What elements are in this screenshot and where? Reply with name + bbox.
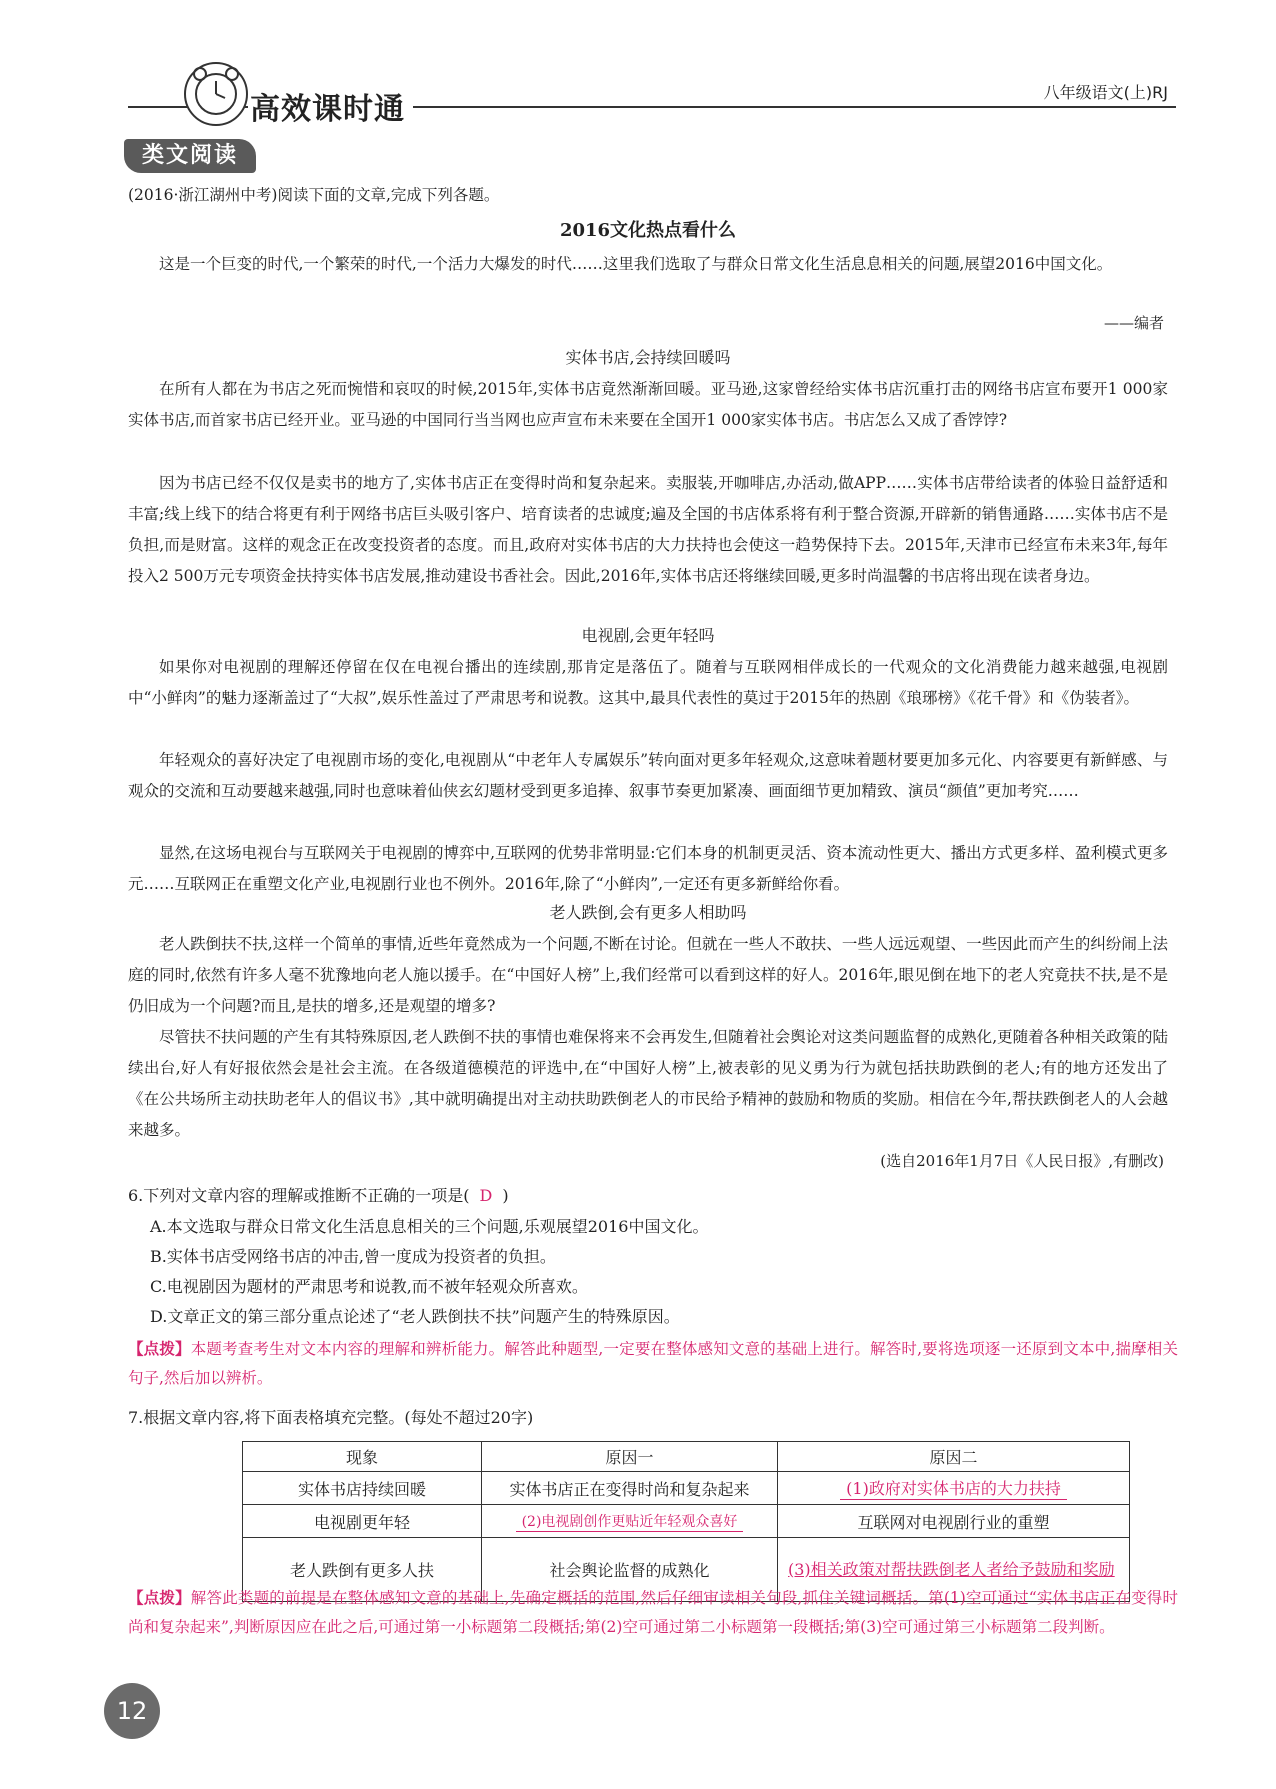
section3-paragraph2: 尽管扶不扶问题的产生有其特殊原因,老人跌倒不扶的事情也难保将来不会再发生,但随着社会舆论对这类问题监督的成熟化,更随着各种相关政策的陆续出台,好人有好报依然会是社会主流。在各级道德模范的评选中,在“中国好人榜”上,被表彰的见义勇为行为就包括扶助跌倒的老人;有的地方还发出了《在公共场所主动扶助老年人的倡议书》,其中就明确提出对主动扶助跌倒老人的市民给予精神的鼓励和物质的奖励。相信在今年,帮扶跌倒老人的人会越来越多。: [128, 1028, 1168, 1139]
table-cell: 互联网对电视剧行业的重塑: [778, 1505, 1130, 1538]
table-cell: 实体书店持续回暖: [243, 1472, 482, 1505]
section1-paragraph1: 在所有人都在为书店之死而惋惜和哀叹的时候,2015年,实体书店竟然渐渐回暖。亚马逊,这家曾经给实体书店沉重打击的网络书店宣布要开1 000家实体书店,而首家书店已经开业。亚马逊的中国同行当当网也应声宣布未来要在全国开1 000家实体书店。书店怎么又成了香饽饽?: [128, 380, 1168, 429]
question6-tip-tag: 【点拨】: [128, 1339, 191, 1358]
question6-option-a: A.本文选取与群众日常文化生活息息相关的三个问题,乐观展望2016中国文化。: [150, 1217, 709, 1236]
section2-paragraph1: 如果你对电视剧的理解还停留在仅在电视台播出的连续剧,那肯定是落伍了。随着与互联网相伴成长的一代观众的文化消费能力越来越强,电视剧中“小鲜肉”的魅力逐渐盖过了“大叔”,娱乐性盖过了严肃思考和说教。这其中,最具代表性的莫过于2015年的热剧《琅琊榜》《花千骨》和《伪装者》。: [128, 658, 1168, 707]
question6-tip-text: 本题考查考生对文本内容的理解和辨析能力。解答此种题型,一定要在整体感知文意的基础上进行。解答时,要将选项逐一还原到文本中,揣摩相关句子,然后加以辨析。: [128, 1340, 1178, 1387]
table-cell: 实体书店正在变得时尚和复杂起来: [482, 1472, 778, 1505]
question7-tip-text: 解答此类题的前提是在整体感知文意的基础上,先确定概括的范围,然后仔细审读相关句段,抓住关键词概括。第(1)空可通过“实体书店正在变得时尚和复杂起来”,判断原因应在此之后,可通过第一小标题第二段概括;第(2)空可通过第二小标题第一段概括;第(3)空可通过第三小标题第二段判断。: [128, 1589, 1178, 1636]
question6-answer: D: [479, 1186, 493, 1205]
question6-stem: [128, 1182, 1188, 1210]
table-header-phenomenon: 现象: [243, 1442, 482, 1472]
page-number-badge: 12: [104, 1683, 160, 1739]
section1-title: 实体书店,会持续回暖吗: [565, 348, 731, 367]
question6-stem-text: 6.下列对文章内容的理解或推断不正确的一项是(: [128, 1186, 470, 1205]
section3-paragraph1: 老人跌倒扶不扶,这样一个简单的事情,近些年竟然成为一个问题,不断在讨论。但就在一些人不敢扶、一些人远远观望、一些因此而产生的纠纷闹上法庭的同时,依然有许多人毫不犹豫地向老人施以援手。在“中国好人榜”上,我们经常可以看到这样的好人。2016年,眼见倒在地下的老人究竟扶不扶,是不是仍旧成为一个问题?而且,是扶的增多,还是观望的增多?: [128, 935, 1168, 1015]
table-cell-answer: [482, 1505, 778, 1538]
question6-stem-close: ): [502, 1186, 509, 1205]
section2-paragraph3: 显然,在这场电视台与互联网关于电视剧的博弈中,互联网的优势非常明显:它们本身的机制更灵活、资本流动性更大、播出方式更多样、盈利模式更多元……互联网正在重塑文化产业,电视剧行业也不例外。2016年,除了“小鲜肉”,一定还有更多新鲜给你看。: [128, 844, 1168, 893]
editor-note: ——编者: [1103, 314, 1164, 332]
intro-text: (2016·浙江湖州中考)阅读下面的文章,完成下列各题。: [128, 186, 500, 204]
question6-option-c: C.电视剧因为题材的严肃思考和说教,而不被年轻观众所喜欢。: [150, 1277, 588, 1296]
question7-stem: 7.根据文章内容,将下面表格填充完整。(每处不超过20字): [128, 1408, 534, 1427]
table-cell: 老人跌倒有更多人扶: [243, 1538, 482, 1602]
section2-paragraph2: 年轻观众的喜好决定了电视剧市场的变化,电视剧从“中老年人专属娱乐”转向面对更多年轻观众,这意味着题材要更加多元化、内容要更有新鲜感、与观众的交流和互动要越来越强,同时也意味着仙侠玄幻题材受到更多追捧、叙事节奏更加紧凑、画面细节更加精致、演员“颜值”更加考究……: [128, 751, 1168, 800]
answer-fill-2: (2)电视剧创作更贴近年轻观众喜好: [516, 1511, 744, 1532]
clock-icon: [186, 64, 246, 124]
question6-option-b: B.实体书店受网络书店的冲击,曾一度成为投资者的负担。: [150, 1247, 556, 1266]
question6-option-d: D.文章正文的第三部分重点论述了“老人跌倒扶不扶”问题产生的特殊原因。: [150, 1307, 680, 1326]
answer-table: [242, 1441, 1130, 1602]
section3-title: 老人跌倒,会有更多人相助吗: [549, 903, 747, 922]
question6-tip: [128, 1334, 1178, 1393]
section2-title: 电视剧,会更年轻吗: [581, 626, 715, 645]
brand-title: 高效课时通: [248, 84, 413, 128]
table-cell: 社会舆论监督的成熟化: [482, 1538, 778, 1602]
table-row: [243, 1472, 1130, 1505]
article-source: (选自2016年1月7日《人民日报》,有删改): [880, 1152, 1164, 1170]
answer-fill-1: (1)政府对实体书店的大力扶持: [840, 1476, 1067, 1500]
article-title: 2016文化热点看什么: [559, 220, 737, 241]
question7-tip: [128, 1583, 1178, 1642]
answer-fill-3: (3)相关政策对帮扶跌倒老人者给予鼓励和奖励: [788, 1559, 1115, 1579]
table-cell: 电视剧更年轻: [243, 1505, 482, 1538]
table-row: [243, 1505, 1130, 1538]
section-tag: 类文阅读: [124, 139, 256, 173]
table-header-reason2: 原因二: [778, 1442, 1130, 1472]
table-header-row: [243, 1442, 1130, 1472]
section1-paragraph2: 因为书店已经不仅仅是卖书的地方了,实体书店正在变得时尚和复杂起来。卖服装,开咖啡店,办活动,做APP……实体书店带给读者的体验日益舒适和丰富;线上线下的结合将更有利于网络书店巨头吸引客户、培育读者的忠诚度;遍及全国的书店体系将有利于整合资源,开辟新的销售通路……实体书店不是负担,而是财富。这样的观念正在改变投资者的态度。而且,政府对实体书店的大力扶持也会使这一趋势保持下去。2015年,天津市已经宣布未来3年,每年投入2 500万元专项资金扶持实体书店发展,推动建设书香社会。因此,2016年,实体书店还将继续回暖,更多时尚温馨的书店将出现在读者身边。: [128, 474, 1168, 585]
grade-label: 八年级语文(上)RJ: [1043, 83, 1168, 102]
preface-paragraph: 这是一个巨变的时代,一个繁荣的时代,一个活力大爆发的时代……这里我们选取了与群众日常文化生活息息相关的问题,展望2016中国文化。: [159, 255, 1113, 273]
question7-tip-tag: 【点拨】: [128, 1588, 191, 1607]
alarm-clock-logo-icon: [184, 62, 248, 126]
table-header-reason1: 原因一: [482, 1442, 778, 1472]
table-cell-answer: [778, 1472, 1130, 1505]
